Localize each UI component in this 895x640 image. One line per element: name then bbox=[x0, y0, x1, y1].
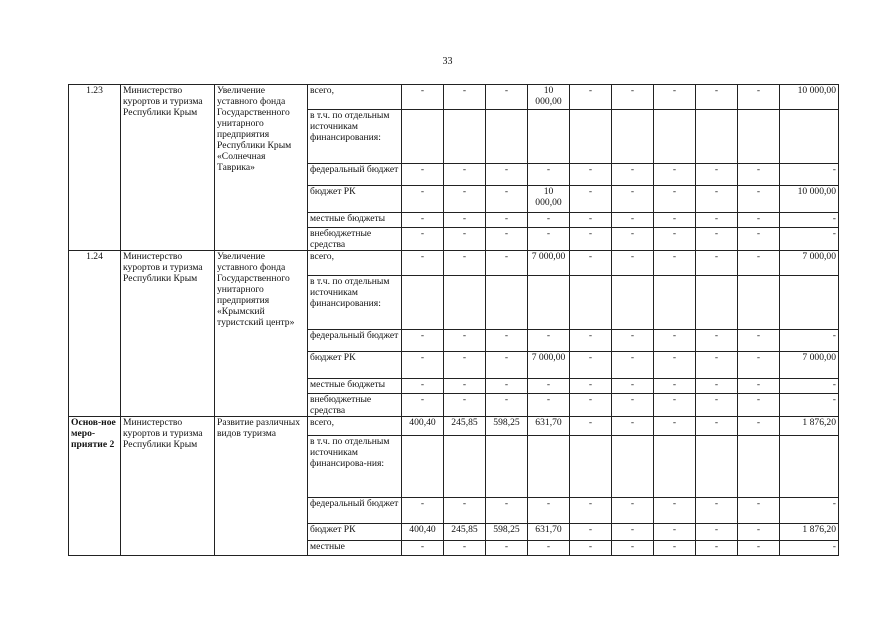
amount-cell: - bbox=[696, 541, 738, 556]
event-cell: Увеличение уставного фонда Государственного унитарного предприятия «Крымский туристский центр» bbox=[215, 251, 308, 417]
funding-source-label: в т.ч. по отдельным источникам финансирова-ния: bbox=[308, 436, 402, 498]
amount-cell bbox=[444, 110, 486, 164]
amount-cell: - bbox=[570, 85, 612, 110]
amount-cell: - bbox=[738, 85, 780, 110]
total-cell: - bbox=[780, 213, 839, 228]
funding-source-label: бюджет РК bbox=[308, 186, 402, 213]
amount-cell: - bbox=[654, 524, 696, 541]
total-cell bbox=[780, 110, 839, 164]
total-cell: - bbox=[780, 228, 839, 251]
funding-source-label: в т.ч. по отдельным источникам финансирования: bbox=[308, 110, 402, 164]
amount-cell: - bbox=[696, 330, 738, 352]
amount-cell: - bbox=[654, 228, 696, 251]
amount-cell: - bbox=[654, 85, 696, 110]
amount-cell bbox=[528, 276, 570, 330]
amount-cell: - bbox=[486, 352, 528, 379]
amount-cell: 400,40 bbox=[402, 417, 444, 436]
amount-cell bbox=[696, 110, 738, 164]
amount-cell: - bbox=[654, 186, 696, 213]
measure-index: 1.24 bbox=[69, 251, 121, 417]
event-cell: Увеличение уставного фонда Государственного унитарного предприятия Республики Крым «Солнечная Таврика» bbox=[215, 85, 308, 251]
amount-cell: - bbox=[654, 213, 696, 228]
funding-source-label: бюджет РК bbox=[308, 352, 402, 379]
amount-cell: - bbox=[738, 213, 780, 228]
amount-cell: - bbox=[486, 541, 528, 556]
amount-cell bbox=[402, 110, 444, 164]
amount-cell: - bbox=[696, 186, 738, 213]
amount-cell: - bbox=[612, 379, 654, 394]
funding-source-label: внебюджетные средства bbox=[308, 228, 402, 251]
amount-cell: - bbox=[738, 186, 780, 213]
amount-cell bbox=[444, 276, 486, 330]
amount-cell: - bbox=[696, 524, 738, 541]
amount-cell: - bbox=[528, 228, 570, 251]
amount-cell: - bbox=[486, 186, 528, 213]
amount-cell: - bbox=[738, 164, 780, 186]
amount-cell: - bbox=[612, 394, 654, 417]
amount-cell: - bbox=[570, 379, 612, 394]
amount-cell: - bbox=[654, 352, 696, 379]
amount-cell bbox=[738, 110, 780, 164]
amount-cell: - bbox=[486, 251, 528, 276]
measure-index: 1.23 bbox=[69, 85, 121, 251]
amount-cell: - bbox=[654, 498, 696, 524]
page-number: 33 bbox=[442, 56, 453, 67]
amount-cell bbox=[738, 436, 780, 498]
amount-cell: - bbox=[444, 186, 486, 213]
amount-cell: - bbox=[738, 541, 780, 556]
amount-cell bbox=[696, 276, 738, 330]
funding-source-label: всего, bbox=[308, 417, 402, 436]
amount-cell: 245,85 bbox=[444, 417, 486, 436]
amount-cell: - bbox=[570, 524, 612, 541]
amount-cell: - bbox=[444, 228, 486, 251]
amount-cell: 10 000,00 bbox=[528, 85, 570, 110]
amount-cell: - bbox=[696, 379, 738, 394]
total-cell: - bbox=[780, 330, 839, 352]
total-cell: 1 876,20 bbox=[780, 417, 839, 436]
amount-cell: - bbox=[444, 251, 486, 276]
amount-cell: - bbox=[486, 85, 528, 110]
total-cell: 7 000,00 bbox=[780, 352, 839, 379]
amount-cell: - bbox=[612, 352, 654, 379]
financing-table-body bbox=[69, 85, 839, 556]
funding-source-label: федеральный бюджет bbox=[308, 330, 402, 352]
amount-cell: 631,70 bbox=[528, 417, 570, 436]
amount-cell: - bbox=[570, 186, 612, 213]
amount-cell: - bbox=[696, 498, 738, 524]
amount-cell: - bbox=[402, 394, 444, 417]
amount-cell bbox=[570, 436, 612, 498]
amount-cell: - bbox=[528, 498, 570, 524]
amount-cell: - bbox=[738, 498, 780, 524]
amount-cell: - bbox=[654, 379, 696, 394]
amount-cell: - bbox=[696, 417, 738, 436]
amount-cell: - bbox=[402, 228, 444, 251]
total-cell bbox=[780, 276, 839, 330]
amount-cell: - bbox=[528, 541, 570, 556]
funding-source-label: местные бюджеты bbox=[308, 213, 402, 228]
amount-cell: 7 000,00 bbox=[528, 352, 570, 379]
amount-cell bbox=[654, 436, 696, 498]
amount-cell: - bbox=[402, 498, 444, 524]
executor-cell: Министерство курортов и туризма Республики Крым bbox=[121, 85, 215, 251]
total-cell: - bbox=[780, 164, 839, 186]
amount-cell: - bbox=[402, 213, 444, 228]
amount-cell: - bbox=[528, 379, 570, 394]
amount-cell: 245,85 bbox=[444, 524, 486, 541]
amount-cell: - bbox=[612, 228, 654, 251]
table-row bbox=[69, 251, 839, 276]
amount-cell: - bbox=[402, 164, 444, 186]
amount-cell: - bbox=[402, 186, 444, 213]
amount-cell bbox=[528, 110, 570, 164]
amount-cell: - bbox=[570, 164, 612, 186]
amount-cell: - bbox=[402, 85, 444, 110]
amount-cell bbox=[696, 436, 738, 498]
amount-cell: - bbox=[528, 330, 570, 352]
amount-cell bbox=[486, 110, 528, 164]
amount-cell: - bbox=[612, 524, 654, 541]
amount-cell: - bbox=[612, 213, 654, 228]
amount-cell bbox=[654, 110, 696, 164]
total-cell: - bbox=[780, 379, 839, 394]
amount-cell: - bbox=[738, 417, 780, 436]
amount-cell bbox=[528, 436, 570, 498]
amount-cell: - bbox=[528, 213, 570, 228]
amount-cell: - bbox=[486, 164, 528, 186]
total-cell: - bbox=[780, 394, 839, 417]
amount-cell: - bbox=[486, 330, 528, 352]
amount-cell: - bbox=[738, 228, 780, 251]
amount-cell: - bbox=[612, 498, 654, 524]
amount-cell: - bbox=[612, 541, 654, 556]
amount-cell: 10 000,00 bbox=[528, 186, 570, 213]
amount-cell: - bbox=[654, 251, 696, 276]
amount-cell: - bbox=[528, 164, 570, 186]
amount-cell: - bbox=[402, 379, 444, 394]
amount-cell: - bbox=[612, 186, 654, 213]
table-row bbox=[69, 417, 839, 436]
amount-cell: - bbox=[570, 498, 612, 524]
amount-cell: - bbox=[654, 164, 696, 186]
amount-cell: - bbox=[654, 330, 696, 352]
amount-cell: 400,40 bbox=[402, 524, 444, 541]
amount-cell: - bbox=[612, 164, 654, 186]
funding-source-label: федеральный бюджет bbox=[308, 498, 402, 524]
table-row bbox=[69, 85, 839, 110]
amount-cell: 631,70 bbox=[528, 524, 570, 541]
total-cell: 10 000,00 bbox=[780, 85, 839, 110]
amount-cell: - bbox=[444, 164, 486, 186]
amount-cell: - bbox=[570, 541, 612, 556]
amount-cell: - bbox=[654, 417, 696, 436]
amount-cell: - bbox=[570, 228, 612, 251]
amount-cell: - bbox=[654, 394, 696, 417]
amount-cell: - bbox=[444, 330, 486, 352]
amount-cell bbox=[486, 276, 528, 330]
amount-cell: - bbox=[444, 541, 486, 556]
amount-cell bbox=[570, 276, 612, 330]
amount-cell: - bbox=[738, 352, 780, 379]
amount-cell: - bbox=[570, 417, 612, 436]
amount-cell: - bbox=[402, 251, 444, 276]
amount-cell: - bbox=[486, 213, 528, 228]
amount-cell: - bbox=[402, 352, 444, 379]
amount-cell: - bbox=[738, 379, 780, 394]
amount-cell: - bbox=[444, 379, 486, 394]
amount-cell: - bbox=[528, 394, 570, 417]
amount-cell: - bbox=[444, 213, 486, 228]
amount-cell: - bbox=[570, 394, 612, 417]
amount-cell: - bbox=[738, 524, 780, 541]
executor-cell: Министерство курортов и туризма Республики Крым bbox=[121, 251, 215, 417]
amount-cell: - bbox=[696, 85, 738, 110]
funding-source-label: всего, bbox=[308, 251, 402, 276]
total-cell: 10 000,00 bbox=[780, 186, 839, 213]
amount-cell: - bbox=[486, 228, 528, 251]
amount-cell bbox=[570, 110, 612, 164]
funding-source-label: в т.ч. по отдельным источникам финансирования: bbox=[308, 276, 402, 330]
amount-cell bbox=[444, 436, 486, 498]
executor-cell: Министерство курортов и туризма Республики Крым bbox=[121, 417, 215, 556]
amount-cell: - bbox=[486, 394, 528, 417]
amount-cell: - bbox=[654, 541, 696, 556]
amount-cell: - bbox=[696, 164, 738, 186]
amount-cell bbox=[612, 436, 654, 498]
amount-cell bbox=[612, 276, 654, 330]
amount-cell: 598,25 bbox=[486, 524, 528, 541]
total-cell: 1 876,20 bbox=[780, 524, 839, 541]
amount-cell: - bbox=[444, 352, 486, 379]
amount-cell: - bbox=[738, 330, 780, 352]
amount-cell: 598,25 bbox=[486, 417, 528, 436]
amount-cell: - bbox=[696, 394, 738, 417]
funding-source-label: федеральный бюджет bbox=[308, 164, 402, 186]
amount-cell: - bbox=[444, 85, 486, 110]
amount-cell: - bbox=[696, 251, 738, 276]
amount-cell: - bbox=[444, 394, 486, 417]
amount-cell: - bbox=[738, 394, 780, 417]
total-cell: - bbox=[780, 541, 839, 556]
total-cell bbox=[780, 436, 839, 498]
amount-cell: - bbox=[402, 541, 444, 556]
amount-cell: - bbox=[444, 498, 486, 524]
event-cell: Развитие различных видов туризма bbox=[215, 417, 308, 556]
amount-cell: - bbox=[570, 213, 612, 228]
financing-table bbox=[68, 84, 839, 556]
amount-cell: - bbox=[696, 352, 738, 379]
amount-cell: - bbox=[696, 228, 738, 251]
amount-cell: 7 000,00 bbox=[528, 251, 570, 276]
funding-source-label: бюджет РК bbox=[308, 524, 402, 541]
amount-cell: - bbox=[612, 85, 654, 110]
funding-source-label: всего, bbox=[308, 85, 402, 110]
funding-source-label: местные бюджеты bbox=[308, 379, 402, 394]
amount-cell: - bbox=[570, 330, 612, 352]
total-cell: 7 000,00 bbox=[780, 251, 839, 276]
amount-cell bbox=[738, 276, 780, 330]
funding-source-label: внебюджетные средства bbox=[308, 394, 402, 417]
amount-cell: - bbox=[696, 213, 738, 228]
amount-cell bbox=[486, 436, 528, 498]
amount-cell: - bbox=[612, 330, 654, 352]
amount-cell: - bbox=[738, 251, 780, 276]
amount-cell bbox=[402, 436, 444, 498]
total-cell: - bbox=[780, 498, 839, 524]
measure-index: Основ-ное меро-приятие 2 bbox=[69, 417, 121, 556]
amount-cell: - bbox=[570, 251, 612, 276]
amount-cell: - bbox=[570, 352, 612, 379]
amount-cell: - bbox=[402, 330, 444, 352]
amount-cell bbox=[612, 110, 654, 164]
amount-cell: - bbox=[612, 417, 654, 436]
funding-source-label: местные bbox=[308, 541, 402, 556]
amount-cell bbox=[402, 276, 444, 330]
amount-cell bbox=[654, 276, 696, 330]
amount-cell: - bbox=[612, 251, 654, 276]
amount-cell: - bbox=[486, 498, 528, 524]
amount-cell: - bbox=[486, 379, 528, 394]
